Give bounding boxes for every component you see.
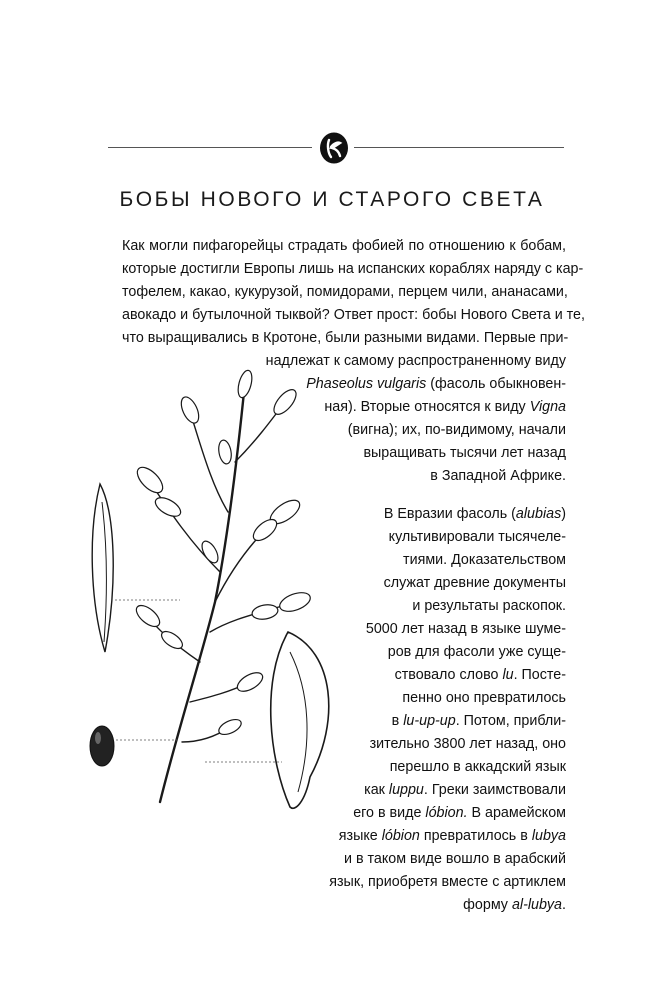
text-line: авокадо и бутылочной тыквой? Ответ прост: бобы Нового Света и те, [122,307,585,323]
text-line: Phaseolus vulgaris (фасоль обыкновен- [306,376,566,392]
text-line: В Евразии фасоль (alubias) [383,506,566,522]
page-title: БОБЫ НОВОГО И СТАРОГО СВЕТА [119,188,545,211]
header-rule-right [354,147,564,148]
text-line: культивировали тысячеле- [388,529,566,545]
text-line: выращивать тысячи лет назад [363,445,566,461]
text-line: форму al-lubya. [463,897,566,913]
species-name: Phaseolus vulgaris [306,376,427,392]
text-line: в lu-up-up. Потом, прибли- [391,713,566,729]
text-line: и результаты раскопок. [412,598,566,614]
text-line: которые достигли Европы лишь на испанских кораблях наряду с кар- [122,261,584,277]
text-line: зительно 3800 лет назад, оно [369,736,566,752]
text-line: перешло в аккадский язык [389,759,566,775]
publisher-logo-icon [318,131,350,165]
text-line: языке lóbion превратилось в lubya [338,828,566,844]
text-line: ная). Вторые относятся к виду Vigna [324,399,566,415]
text-line: тофелем, какао, кукурузой, помидорами, перцем чили, ананасами, [122,284,568,300]
text-line: язык, приобретя вместе с артиклем [329,874,566,890]
text-line: ствовало слово lu. Посте- [394,667,566,683]
text-line: и в таком виде вошло в арабский [344,851,566,867]
text-line: ров для фасоли уже суще- [387,644,566,660]
text-line: Как могли пифагорейцы страдать фобией по отношению к бобам, [122,238,566,254]
text-line: что выращивались в Кротоне, были разными видами. Первые при- [122,330,569,346]
bean-plant-icon [60,362,360,832]
text-line: надлежат к самому распространенному виду [265,353,566,369]
text-line: (вигна); их, по-видимому, начали [347,422,566,438]
text-line: тиями. Доказательством [403,552,566,568]
text-line: служат древние документы [383,575,566,591]
header-rule-left [108,147,312,148]
text-line: его в виде lóbion. В арамейском [353,805,566,821]
text-line: в Западной Африке. [430,468,566,484]
text-line: как luppu. Греки заимствовали [364,782,566,798]
species-name: Vigna [529,399,566,415]
text-line: пенно оно превратилось [402,690,566,706]
text-line: 5000 лет назад в языке шуме- [365,621,566,637]
